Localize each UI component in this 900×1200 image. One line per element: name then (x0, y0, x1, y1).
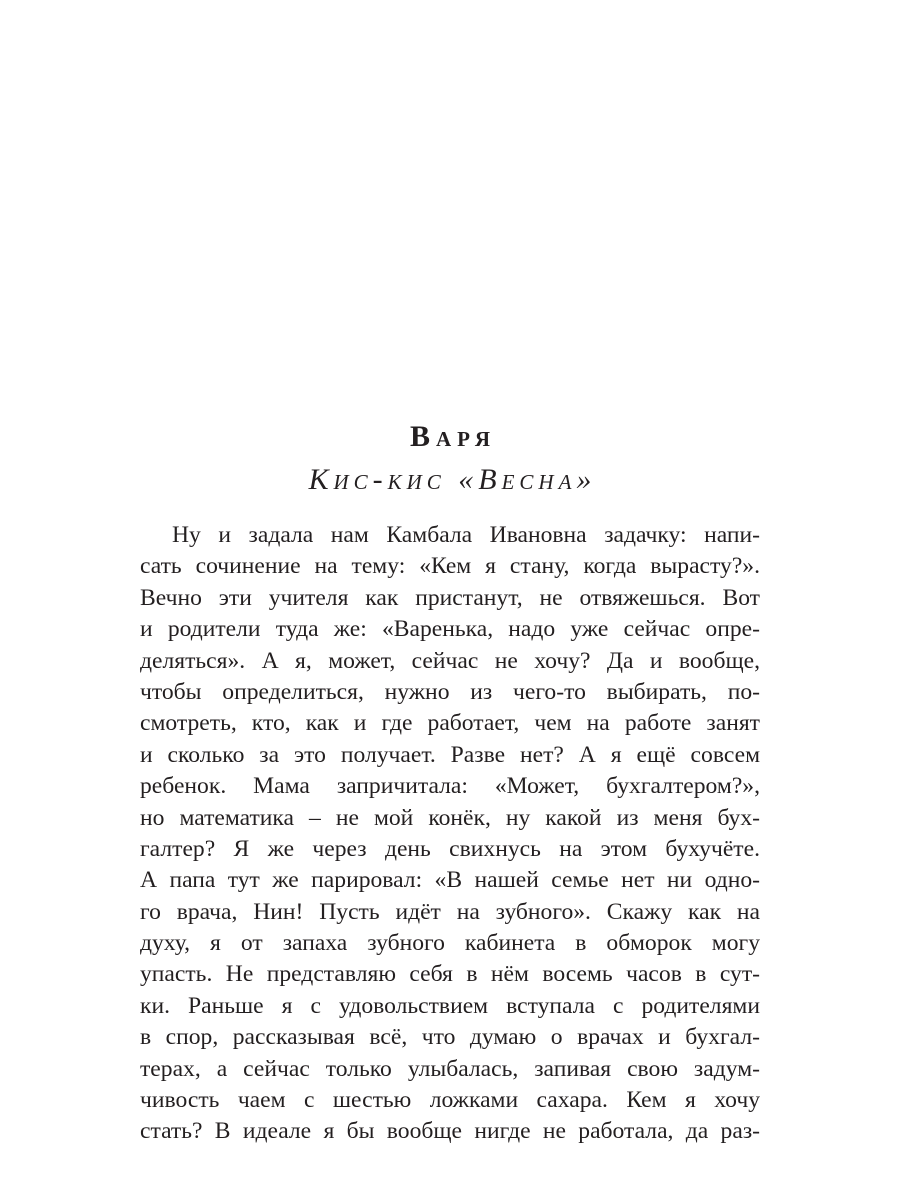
text-line: смотреть, кто, как и где работает, чем на работе занят (140, 710, 760, 737)
body-paragraph (140, 520, 760, 1148)
text-line: и сколько за это получает. Разве нет? А я ещё совсем (140, 741, 760, 768)
text-line: терах, а сейчас только улыбалась, запивая свою задум- (140, 1055, 760, 1082)
text-line: в спор, рассказывая всё, что думаю о врачах и бухгал- (140, 1024, 760, 1051)
chapter-heading (0, 418, 900, 500)
text-line: ки. Раньше я с удовольствием вступала с родителями (140, 992, 760, 1019)
text-line: сать сочинение на тему: «Кем я стану, когда вырасту?». (140, 553, 760, 580)
chapter-title: Варя (409, 420, 497, 453)
text-line: галтер? Я же через день свихнусь на этом бухучёте. (140, 835, 760, 862)
text-line: Ну и задала нам Камбала Ивановна задачку: напи- (172, 522, 760, 548)
text-line: деляться». А я, может, сейчас не хочу? Да и вообще, (140, 647, 760, 674)
chapter-subtitle: Кис-кис «Весна» (308, 463, 597, 496)
text-line: стать? В идеале я бы вообще нигде не работала, да раз- (140, 1118, 760, 1145)
text-line: но математика – не мой конёк, ну какой из меня бух- (140, 804, 760, 831)
text-line: А папа тут же парировал: «В нашей семье нет ни одно- (140, 867, 760, 894)
text-line: чивость чаем с шестью ложками сахара. Кем я хочу (140, 1087, 760, 1114)
text-line: го врача, Нин! Пусть идёт на зубного». Скажу как на (140, 898, 760, 925)
text-line: и родители туда же: «Варенька, надо уже сейчас опре- (140, 616, 760, 643)
text-line: Вечно эти учителя как пристанут, не отвяжешься. Вот (140, 584, 760, 611)
text-line: чтобы определиться, нужно из чего-то выбирать, по- (140, 678, 760, 705)
text-line: духу, я от запаха зубного кабинета в обморок могу (140, 930, 760, 957)
text-line: ребенок. Мама запричитала: «Может, бухгалтером?», (140, 773, 760, 800)
text-line: упасть. Не представляю себя в нём восемь часов в сут- (140, 961, 760, 988)
